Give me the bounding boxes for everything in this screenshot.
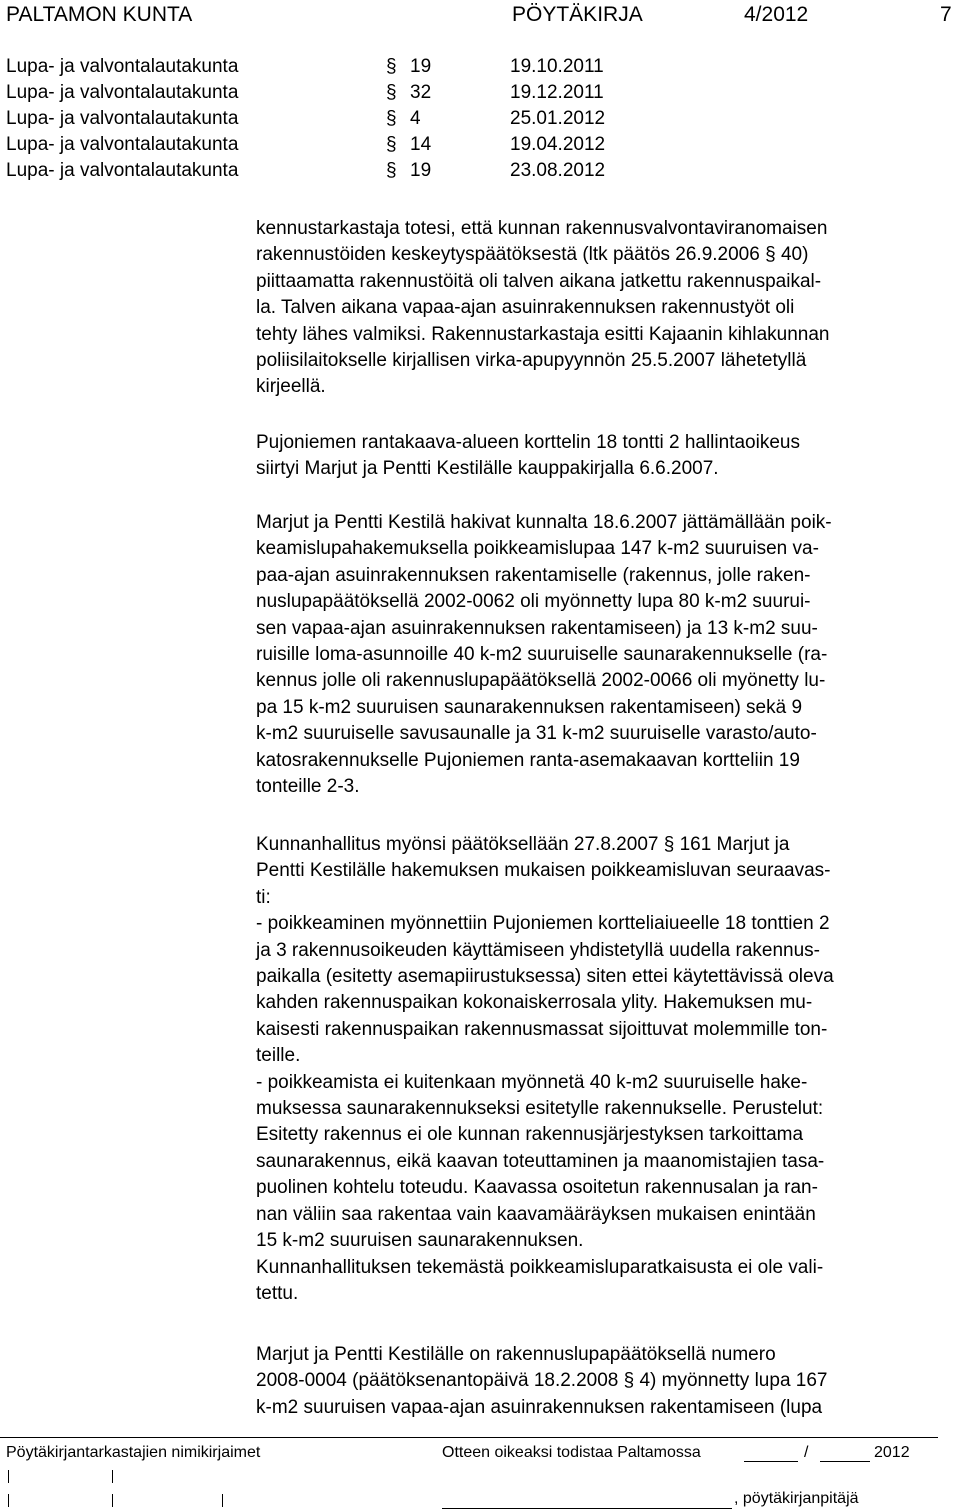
text-line: paa-ajan asuinrakennuksen rakentamiselle (rakennus, jolle raken- (256, 564, 811, 586)
session-board: Lupa- ja valvontalautakunta (6, 134, 239, 155)
session-number: 32 (410, 82, 432, 103)
paragraph-suspension (256, 216, 956, 401)
session-date: 25.01.2012 (510, 108, 606, 129)
text-line: k-m2 suuruisen vapaa-ajan asuinrakennuksen rakentamiseen (lupa (256, 1396, 823, 1418)
text-line: kaisesti rakennuspaikan rakennusmassat sijoittuvat molemmille ton- (256, 1018, 828, 1040)
signature-separator (112, 1494, 113, 1507)
text-line: Marjut ja Pentti Kestilä hakivat kunnalta 18.6.2007 jättämällään poik- (256, 512, 832, 533)
text-line: saunarakennus, eikä kaavan toteuttaminen ja maanomistajien tasa- (256, 1150, 825, 1172)
session-date: 19.04.2012 (510, 134, 606, 155)
text-line: - poikkeaminen myönnettiin Pujoniemen kortteliaiueelle 18 tonttien 2 (256, 913, 830, 935)
session-number: 19 (410, 56, 432, 77)
text-line: rakennustöiden keskeytyspäätöksestä (ltk päätös 26.9.2006 § 40) (256, 244, 809, 266)
paragraph-council-decision (256, 832, 956, 1307)
footer-day-blank (744, 1461, 798, 1462)
text-line: 2008-0004 (päätöksenantopäivä 18.2.2008 § 4) myönnetty lupa 167 (256, 1370, 828, 1392)
section-sign: § (386, 82, 397, 103)
text-line: tehty lähes valmiksi. Rakennustarkastaja esitti Kajaanin kihlakunnan (256, 323, 830, 345)
text-line: 15 k-m2 suuruisen saunarakennuksen. (256, 1230, 584, 1252)
text-line: kahden rakennuspaikan kokonaiskerrosala ylity. Hakemuksen mu- (256, 992, 813, 1014)
text-line: Pentti Kestilälle hakemuksen mukaisen poikkeamisluvan seuraavas- (256, 860, 831, 882)
text-line: teille. (256, 1045, 301, 1067)
footer-secretary-label: , pöytäkirjanpitäjä (734, 1490, 859, 1507)
footer-certification-label: Otteen oikeaksi todistaa Paltamossa (442, 1444, 701, 1461)
text-line: muksessa saunarakennukseksi esitetylle rakennukselle. Perustelut: (256, 1098, 824, 1120)
header-municipality: PALTAMON KUNTA (6, 3, 193, 26)
section-sign: § (386, 56, 397, 77)
header-page-number: 7 (940, 3, 952, 26)
text-line: katosrakennukselle Pujoniemen ranta-asemakaavan kortteliin 19 (256, 749, 800, 771)
paragraph-building-permit (256, 1342, 956, 1421)
text-line: pa 15 k-m2 suuruisen saunarakennuksen rakentamiseen) sekä 9 (256, 696, 803, 718)
signature-separator (112, 1470, 113, 1483)
header-doc-type: PÖYTÄKIRJA (512, 3, 643, 26)
header-doc-number: 4/2012 (744, 3, 809, 26)
text-line: siirtyi Marjut ja Pentti Kestilälle kauppakirjalla 6.6.2007. (256, 458, 719, 480)
text-line: Pujoniemen rantakaava-alueen korttelin 18 tontti 2 hallintaoikeus (256, 432, 800, 453)
secretary-signature-blank (442, 1508, 732, 1509)
text-line: kennus jolle oli rakennuslupapäätöksellä 2002-0066 oli myönetty lu- (256, 670, 826, 692)
session-board: Lupa- ja valvontalautakunta (6, 160, 239, 181)
paragraph-exemption-application (256, 510, 956, 800)
text-line: nan väliin saa rakentaa vain kaavamääräyksen mukaisen enintään (256, 1203, 816, 1225)
signature-separator (8, 1494, 9, 1507)
section-sign: § (386, 134, 397, 155)
text-line: nuslupapäätöksellä 2002-0062 oli myönnetty lupa 80 k-m2 suurui- (256, 591, 811, 613)
text-line: - poikkeamista ei kuitenkaan myönnetä 40 k-m2 suuruiselle hake- (256, 1071, 808, 1093)
paragraph-ownership (256, 430, 956, 483)
session-board: Lupa- ja valvontalautakunta (6, 108, 239, 129)
session-board: Lupa- ja valvontalautakunta (6, 56, 239, 77)
session-date: 19.12.2011 (510, 82, 604, 103)
footer-year: 2012 (874, 1444, 910, 1461)
text-line: k-m2 suuruiselle savusaunalle ja 31 k-m2 suuruiselle varasto/auto- (256, 723, 817, 745)
text-line: kirjeellä. (256, 376, 326, 398)
session-number: 14 (410, 134, 432, 155)
text-line: tonteille 2-3. (256, 776, 360, 798)
section-sign: § (386, 160, 397, 181)
text-line: Marjut ja Pentti Kestilälle on rakennuslupapäätöksellä numero (256, 1344, 776, 1365)
session-number: 4 (410, 108, 421, 129)
signature-separator (222, 1494, 223, 1507)
session-board: Lupa- ja valvontalautakunta (6, 82, 239, 103)
text-line: puolinen kohtelu toteudu. Kaavassa osoitetun rakennusalan ja ran- (256, 1177, 818, 1199)
signature-separator (8, 1470, 9, 1483)
text-line: Esitetty rakennus ei ole kunnan rakennusjärjestyksen tarkoittama (256, 1124, 804, 1146)
footer-month-blank (820, 1461, 870, 1462)
text-line: Kunnanhallitus myönsi päätöksellään 27.8.2007 § 161 Marjut ja (256, 834, 790, 855)
session-number: 19 (410, 160, 432, 181)
text-line: la. Talven aikana vapaa-ajan asuinrakennuksen rakennustyöt oli (256, 297, 795, 319)
text-line: ja 3 rakennusoikeuden käyttämiseen yhdistetyllä uudella rakennus- (256, 939, 821, 961)
footer-top-rule (0, 1437, 938, 1438)
session-date: 19.10.2011 (510, 56, 604, 77)
session-date: 23.08.2012 (510, 160, 606, 181)
footer-signatures-label: Pöytäkirjantarkastajien nimikirjaimet (6, 1444, 261, 1461)
section-sign: § (386, 108, 397, 129)
text-line: tettu. (256, 1282, 299, 1304)
text-line: Kunnanhallituksen tekemästä poikkeamisluparatkaisusta ei ole vali- (256, 1256, 824, 1278)
footer-date-separator: / (804, 1444, 809, 1461)
text-line: kennustarkastaja totesi, että kunnan rakennusvalvontaviranomaisen (256, 218, 828, 239)
text-line: paikalla (esitetty asemapiirustuksessa) siten ettei käytettävissä oleva (256, 966, 834, 988)
text-line: ti: (256, 886, 271, 908)
text-line: keamislupahakemuksella poikkeamislupaa 147 k-m2 suuruisen va- (256, 538, 819, 560)
text-line: poliisilaitokselle kirjallisen virka-apupyynnön 25.5.2007 lähetetyllä (256, 350, 807, 372)
text-line: piittaamatta rakennustöitä oli talven aikana jatkettu rakennuspaikal- (256, 270, 822, 292)
text-line: sen vapaa-ajan asuinrakennuksen rakentamiseen) ja 13 k-m2 suu- (256, 617, 818, 639)
text-line: ruisille loma-asunnoille 40 k-m2 suuruiselle saunarakennukselle (ra- (256, 644, 828, 666)
